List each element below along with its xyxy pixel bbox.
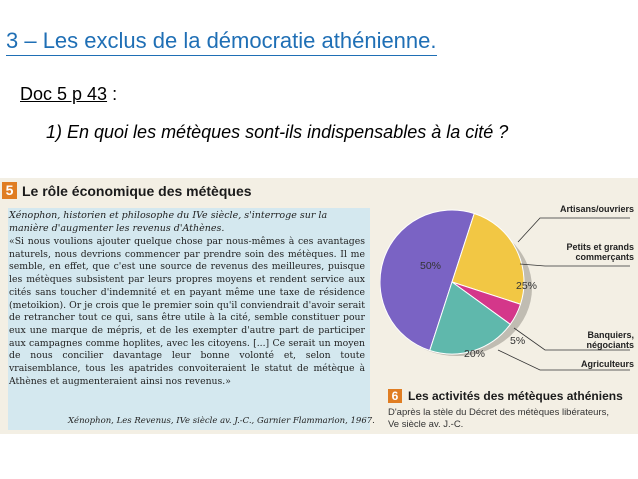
doc-reference-link: Doc 5 p 43 xyxy=(20,84,108,104)
document6-number: 6 xyxy=(388,389,402,403)
document5-number: 5 xyxy=(2,182,17,199)
document5-quote: «Si nous voulions ajouter quelque chose par nous-mêmes à ces avantages naturels, nous devrions commencer par prendre soin des métèques. Il me semble, en effet, que c'est une source de revenus des meilleures, puisque les métèques subsistent par leurs propres moyens et rendent service aux cités sans toucher d'indemnité et en payant même une taxe de résidence (metoikion). Or je crois que le premier soin qu'il conviendrait d'avoir serait de retrancher tout ce qui, sans être utile à la cité, semble constituer pour eux une marque de mépris, et de les exempter d'autre part de participer aux campagnes comme hoplites, avec les citoyens. [...] Ce serait un moyen de nous concilier davantage leur bonne volonté et, selon toute vraisemblance, tous les apatrides convoiteraient le statut de métèque à Athènes et augmenteraient ainsi nos revenus.» xyxy=(9,236,365,387)
question-text: 1) En quoi les métèques sont-ils indispensables à la cité ? xyxy=(46,122,509,142)
document6-source-line1: D'après la stèle du Décret des métèques libérateurs, xyxy=(388,407,609,418)
document5-text-block xyxy=(8,208,375,430)
label-banquiers-2: négociants xyxy=(586,340,634,350)
document5-intro: Xénophon, historien et philosophe du IVe siècle, s'interroge sur la manière d'augmenter les revenus d'Athènes. xyxy=(9,210,328,234)
leader-artisans xyxy=(518,218,630,242)
pct-artisans: 50% xyxy=(420,260,442,272)
doc-reference xyxy=(20,84,117,105)
document5-title: Le rôle économique des métèques xyxy=(22,183,252,199)
slide-title: 3 – Les exclus de la démocratie athénienne. xyxy=(6,28,437,56)
doc-reference-colon: : xyxy=(107,84,118,104)
leader-commercants xyxy=(520,264,630,266)
label-commercants-1: Petits et grands xyxy=(566,242,634,252)
pct-commercants: 25% xyxy=(516,280,538,292)
label-agriculteurs: Agriculteurs xyxy=(580,359,634,369)
document6-source-line2: Ve siècle av. J.-C. xyxy=(388,418,464,430)
label-commercants-2: commerçants xyxy=(575,252,634,262)
pct-agriculteurs: 20% xyxy=(464,348,486,360)
document6-pie-chart xyxy=(380,178,638,434)
document5-source: Xénophon, Les Revenus, IVe siècle av. J.-C., Garnier Flammarion, 1967. xyxy=(68,416,375,426)
document6-title: Les activités des métèques athéniens xyxy=(408,389,623,403)
label-banquiers-1: Banquiers, xyxy=(587,330,634,340)
scanned-textbook-page xyxy=(0,178,638,434)
pct-banquiers: 5% xyxy=(510,335,526,347)
document6-source xyxy=(388,407,609,430)
label-artisans: Artisans/ouvriers xyxy=(559,204,634,214)
